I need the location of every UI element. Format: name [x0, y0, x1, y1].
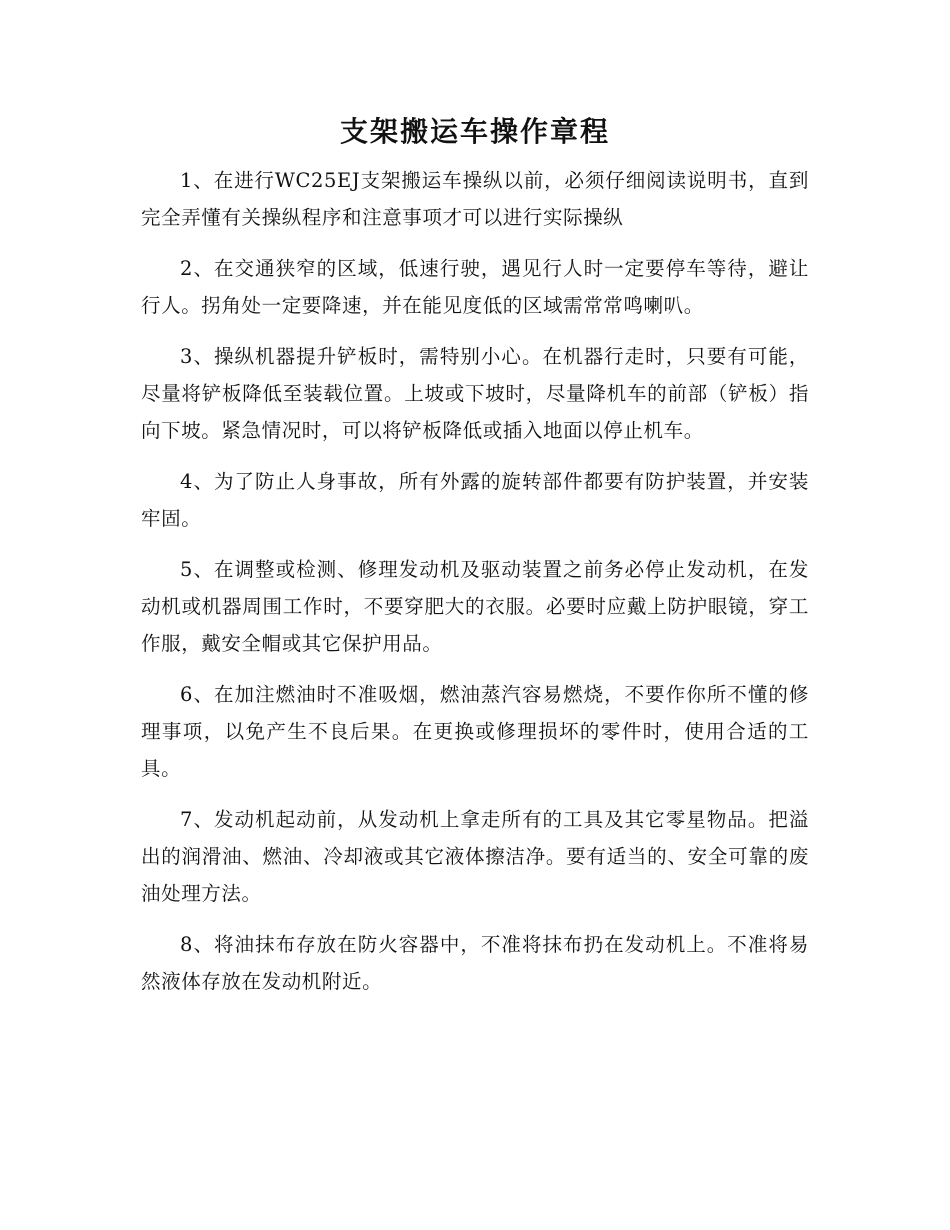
paragraph-8: 8、将油抹布存放在防火容器中，不准将抹布扔在发动机上。不准将易然液体存放在发动机附近。 [141, 933, 809, 993]
paragraph-2: 2、在交通狭窄的区域，低速行驶，遇见行人时一定要停车等待，避让行人。拐角处一定要降速，并在能见度低的区域需常常鸣喇叭。 [141, 257, 809, 317]
document-page [141, 112, 809, 1014]
paragraph-3: 3、操纵机器提升铲板时，需特别小心。在机器行走时，只要有可能，尽量将铲板降低至装载位置。上坡或下坡时，尽量降机车的前部（铲板）指向下坡。紧急情况时，可以将铲板降低或插入地面以停止机车。 [141, 345, 809, 442]
paragraph-1: 1、在进行WC25EJ支架搬运车操纵以前，必须仔细阅读说明书，直到完全弄懂有关操纵程序和注意事项才可以进行实际操纵 [141, 169, 809, 229]
paragraph-7: 7、发动机起动前，从发动机上拿走所有的工具及其它零星物品。把溢出的润滑油、燃油、冷却液或其它液体擦洁净。要有适当的、安全可靠的废油处理方法。 [141, 808, 809, 905]
paragraph-5: 5、在调整或检测、修理发动机及驱动装置之前务必停止发动机，在发动机或机器周围工作时，不要穿肥大的衣服。必要时应戴上防护眼镜，穿工作服，戴安全帽或其它保护用品。 [141, 558, 809, 655]
paragraph-6: 6、在加注燃油时不准吸烟，燃油蒸汽容易燃烧，不要作你所不懂的修理事项，以免产生不良后果。在更换或修理损坏的零件时，使用合适的工具。 [141, 683, 809, 780]
document-title: 支架搬运车操作章程 [339, 115, 610, 148]
paragraph-4: 4、为了防止人身事故，所有外露的旋转部件都要有防护装置，并安装牢固。 [141, 470, 809, 530]
